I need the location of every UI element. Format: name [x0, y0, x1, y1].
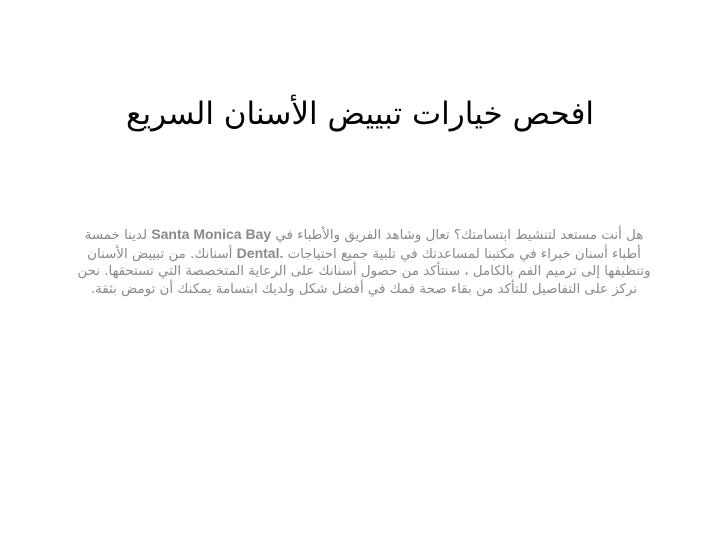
slide-body-text	[76, 226, 652, 298]
brand-name-text: Santa Monica Bay	[151, 226, 272, 242]
body-services-text: أسنانك. من تبييض الأسنان وتنظيفها إلى ترميم الفم بالكامل ، سنتأكد من حصول أسنانك على الرعاية المتخصصة التي تستحقها. نحن نركز على التفاصيل للتأكد من بقاء صحة فمك في أفضل شكل ولديك ابتسامة يمكنك أن تومض بثقة.	[77, 246, 651, 297]
body-dentists-text: لدينا خمسة أطباء أسنان خبراء في مكتبنا لمساعدتك في تلبية جميع احتياجات	[84, 228, 641, 262]
slide-title: افحص خيارات تبييض الأسنان السريع	[125, 96, 594, 132]
brand-suffix-text: Dental.	[236, 244, 284, 261]
body-intro-text: هل أنت مستعد لتنشيط ابتسامتك؟ تعال وشاهد الفريق والأطباء في	[271, 228, 644, 243]
